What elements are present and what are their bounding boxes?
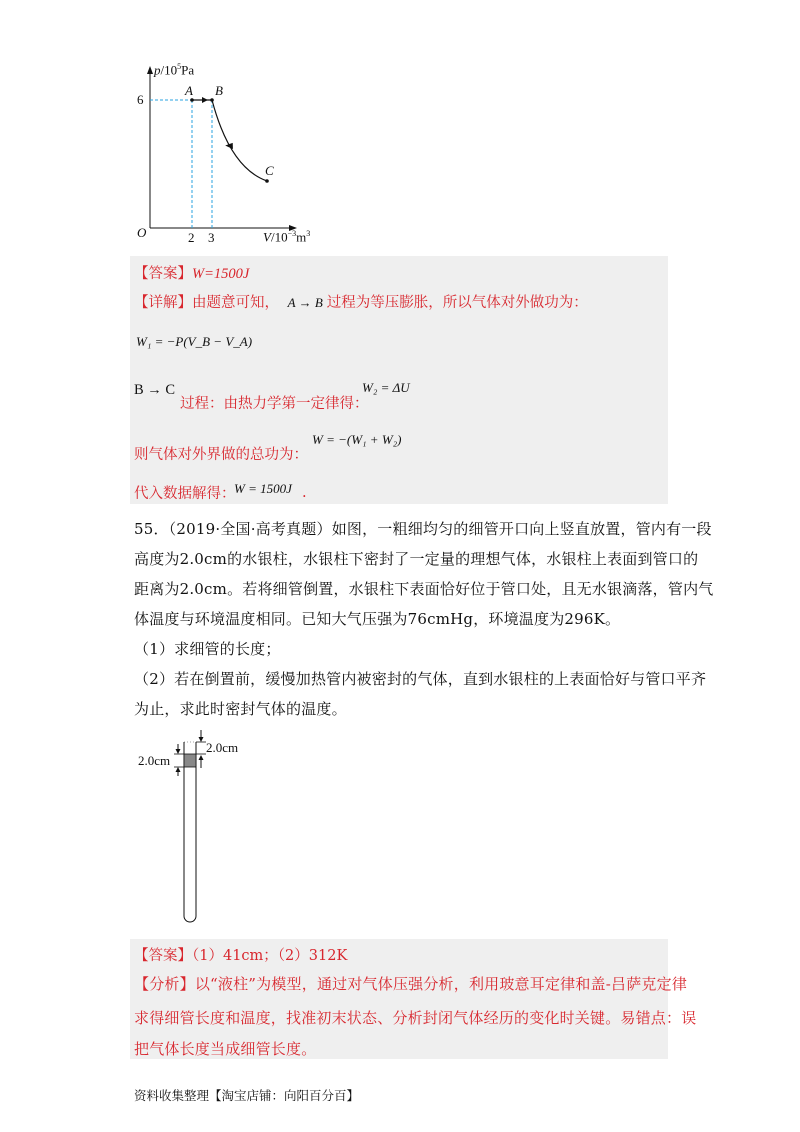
question-line-2: 高度为2.0cm的水银柱，水银柱下密封了一定量的理想气体，水银柱上表面到管口的 (134, 550, 699, 568)
y-tick-6: 6 (137, 92, 144, 107)
detail-1-line: 【详解】由题意可知， A → B 过程为等压膨胀，所以气体对外做功为： (134, 295, 588, 311)
result-dot: . (302, 485, 307, 501)
x-tick-2: 2 (188, 230, 195, 245)
tube-diagram (170, 728, 210, 928)
analysis-line-2: 求得细管长度和温度，找准初末状态、分析封闭气体经历的变化时关键。易错点：误 (134, 1009, 697, 1027)
solve-text: 代入数据解得： (134, 486, 236, 502)
bc-process-line: B → C (134, 382, 176, 398)
equation-w1: W₁ = −P(V_B − V_A) (136, 334, 253, 349)
tube-label-right: 2.0cm (206, 740, 239, 755)
equation-result: W = 1500J (234, 481, 292, 496)
x-tick-3: 3 (208, 230, 215, 245)
answer-1: 【答案】W=1500J (134, 266, 250, 282)
question-sub-1: （1）求细管的长度； (134, 640, 281, 658)
page-footer: 资料收集整理【淘宝店铺：向阳百分百】 (134, 1088, 360, 1103)
x-axis-label: $V/10^{-3}m^3$ (263, 229, 311, 245)
answer-2: 【答案】（1）41cm；（2）312K (134, 948, 348, 964)
analysis-line-3: 把气体长度当成细管长度。 (134, 1040, 317, 1058)
bc-process-text: 过程：由热力学第一定律得： (180, 396, 369, 412)
point-b-label: B (215, 83, 223, 98)
pv-graph (130, 60, 320, 250)
question-line-1: 55．（2019·全国·高考真题）如图，一粗细均匀的细管开口向上竖直放置，管内有一段 (134, 520, 712, 538)
question-sub-2-line-2: 为止，求此时密封气体的温度。 (134, 700, 347, 718)
question-line-4: 体温度与环境温度相同。已知大气压强为76cmHg，环境温度为296K。 (134, 610, 621, 628)
analysis-line-1: 【分析】以“液柱”为模型，通过对气体压强分析，利用玻意耳定律和盖-吕萨克定律 (134, 975, 688, 993)
tube-label-left: 2.0cm (138, 753, 171, 768)
question-sub-2-line-1: （2）若在倒置前，缓慢加热管内被密封的气体，直到水银柱的上表面恰好与管口平齐 (134, 670, 707, 688)
question-line-3: 距离为2.0cm。若将细管倒置，水银柱下表面恰好位于管口处，且无水银滴落，管内气 (134, 580, 714, 598)
y-axis-label: $p/10^5Pa$ (154, 62, 195, 78)
point-c-label: C (265, 163, 274, 178)
equation-total: W = −(W₁ + W₂) (312, 432, 402, 447)
equation-w2: W₂ = ΔU (362, 380, 410, 395)
total-work-text: 则气体对外界做的总功为： (134, 447, 308, 463)
origin-label: O (137, 225, 147, 240)
point-a-label: A (185, 83, 193, 98)
